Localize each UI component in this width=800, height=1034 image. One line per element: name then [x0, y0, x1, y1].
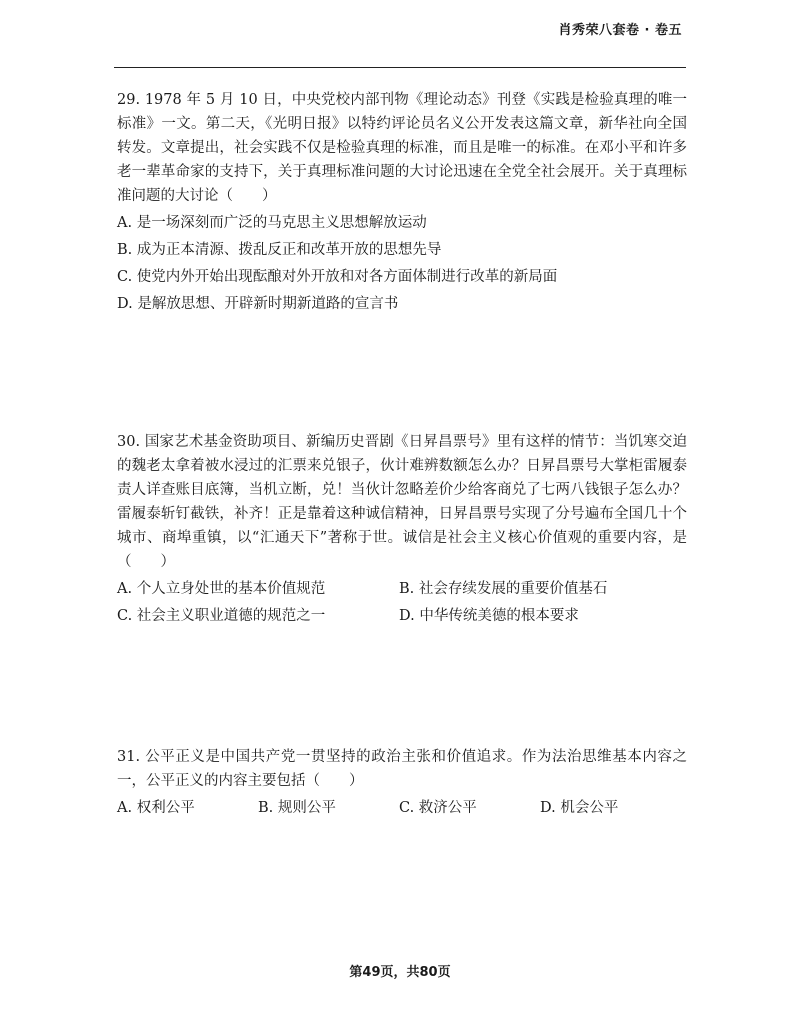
question-31 [117, 745, 687, 820]
option-a: A. 权利公平 [117, 800, 195, 816]
question-stem: 30. 国家艺术基金资助项目、新编历史晋剧《日昇昌票号》里有这样的情节：当饥寒交迫的魏老太拿着被水浸过的汇票来兑银子，伙计难辨数额怎么办？日昇昌票号大掌柜雷履泰责人详查账目底簿，当机立断，兑！当伙计忽略差价少给客商兑了七两八钱银子怎么办？雷履泰斩钉截铁，补齐！正是靠着这种诚信精神，日昇昌票号实现了分号遍布全国几十个城市、商埠重镇，以“汇通天下”著称于世。诚信是社会主义核心价值观的重要内容，是（ ） [117, 434, 687, 570]
options-grid [117, 577, 687, 628]
question-30 [117, 430, 687, 628]
question-stem: 29. 1978 年 5 月 10 日，中央党校内部刊物《理论动态》刊登《实践是检验真理的唯一标准》一文。第二天，《光明日报》以特约评论员名义公开发表这篇文章，新华社向全国转发。文章提出，社会实践不仅是检验真理的标准，而且是唯一的标准。在邓小平和许多老一辈革命家的支持下，关于真理标准问题的大讨论迅速在全党全社会展开。关于真理标准问题的大讨论（ ） [117, 92, 687, 204]
option-d: D. 中华传统美德的根本要求 [399, 608, 579, 624]
option-c: C. 使党内外开始出现酝酿对外开放和对各方面体制进行改革的新局面 [117, 269, 558, 285]
question-stem: 31. 公平正义是中国共产党一贯坚持的政治主张和价值追求。作为法治思维基本内容之一，公平正义的内容主要包括（ ） [117, 749, 687, 789]
option-b: B. 成为正本清源、拨乱反正和改革开放的思想先导 [117, 242, 442, 258]
option-b: B. 社会存续发展的重要价值基石 [399, 581, 608, 597]
option-d: D. 机会公平 [540, 800, 619, 816]
option-c: C. 社会主义职业道德的规范之一 [117, 608, 326, 624]
option-a: A. 个人立身处世的基本价值规范 [117, 581, 326, 597]
option-d: D. 是解放思想、开辟新时期新道路的宣言书 [117, 296, 399, 312]
option-a: A. 是一场深刻而广泛的马克思主义思想解放运动 [117, 215, 427, 231]
options-row [117, 796, 687, 820]
question-29 [117, 88, 687, 316]
running-header: 肖秀荣八套卷 · 卷五 [558, 23, 682, 38]
option-c: C. 救济公平 [399, 800, 477, 816]
page-number: 第49页，共80页 [349, 965, 451, 980]
option-b: B. 规则公平 [258, 800, 336, 816]
header-divider [114, 67, 686, 68]
